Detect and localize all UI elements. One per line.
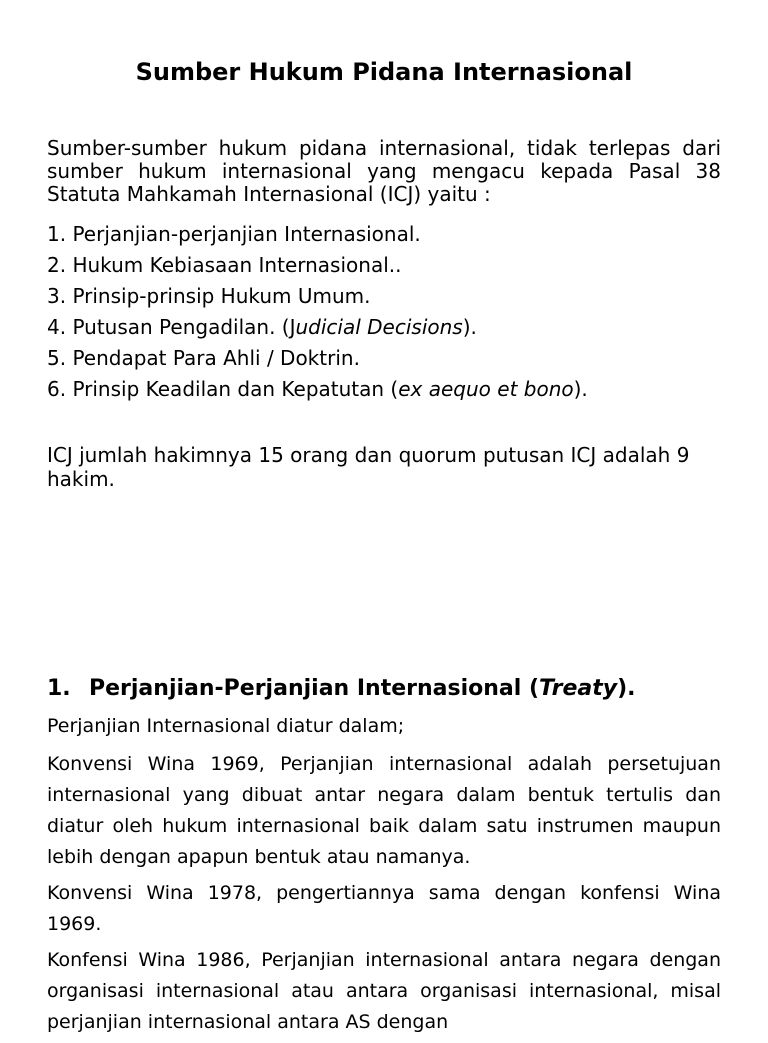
body-paragraph: Konfensi Wina 1986, Perjanjian internasional antara negara dengan organisasi internasional atau antara organisasi internasional, misal perjanjian internasional antara AS dengan [47, 949, 721, 1033]
source-item: 5. Pendapat Para Ahli / Doktrin. [47, 346, 360, 370]
source-item: 2. Hukum Kebiasaan Internasional.. [47, 253, 402, 277]
section-body [47, 711, 721, 1043]
sources-list [47, 220, 721, 406]
source-item: 3. Prinsip-prinsip Hukum Umum. [47, 284, 371, 308]
intro-paragraph: Sumber-sumber hukum pidana internasional, tidak terlepas dari sumber hukum internasional yang mengacu kepada Pasal 38 Statuta Mahkamah Internasional (ICJ) yaitu : [47, 136, 721, 206]
icj-note: ICJ jumlah hakimnya 15 orang dan quorum putusan ICJ adalah 9 hakim. [47, 443, 690, 491]
source-item: 4. Putusan Pengadilan. (Judicial Decisions). [47, 315, 477, 339]
body-paragraph: Perjanjian Internasional diatur dalam; [47, 715, 405, 737]
section-number: 1. [47, 676, 71, 701]
source-item: 6. Prinsip Keadilan dan Kepatutan (ex aequo et bono). [47, 377, 588, 401]
section-heading: 1. Perjanjian-Perjanjian Internasional (Treaty). [47, 673, 721, 705]
body-paragraph: Konvensi Wina 1978, pengertiannya sama dengan konfensi Wina 1969. [47, 882, 721, 935]
page-title: Sumber Hukum Pidana Internasional [135, 58, 633, 86]
source-item: 1. Perjanjian-perjanjian Internasional. [47, 222, 421, 246]
body-paragraph: Konvensi Wina 1969, Perjanjian internasional adalah persetujuan internasional yang dibuat antar negara dalam bentuk tertulis dan diatur oleh hukum internasional baik dalam satu instrumen maupun lebih dengan apapun bentuk atau namanya. [47, 753, 721, 868]
